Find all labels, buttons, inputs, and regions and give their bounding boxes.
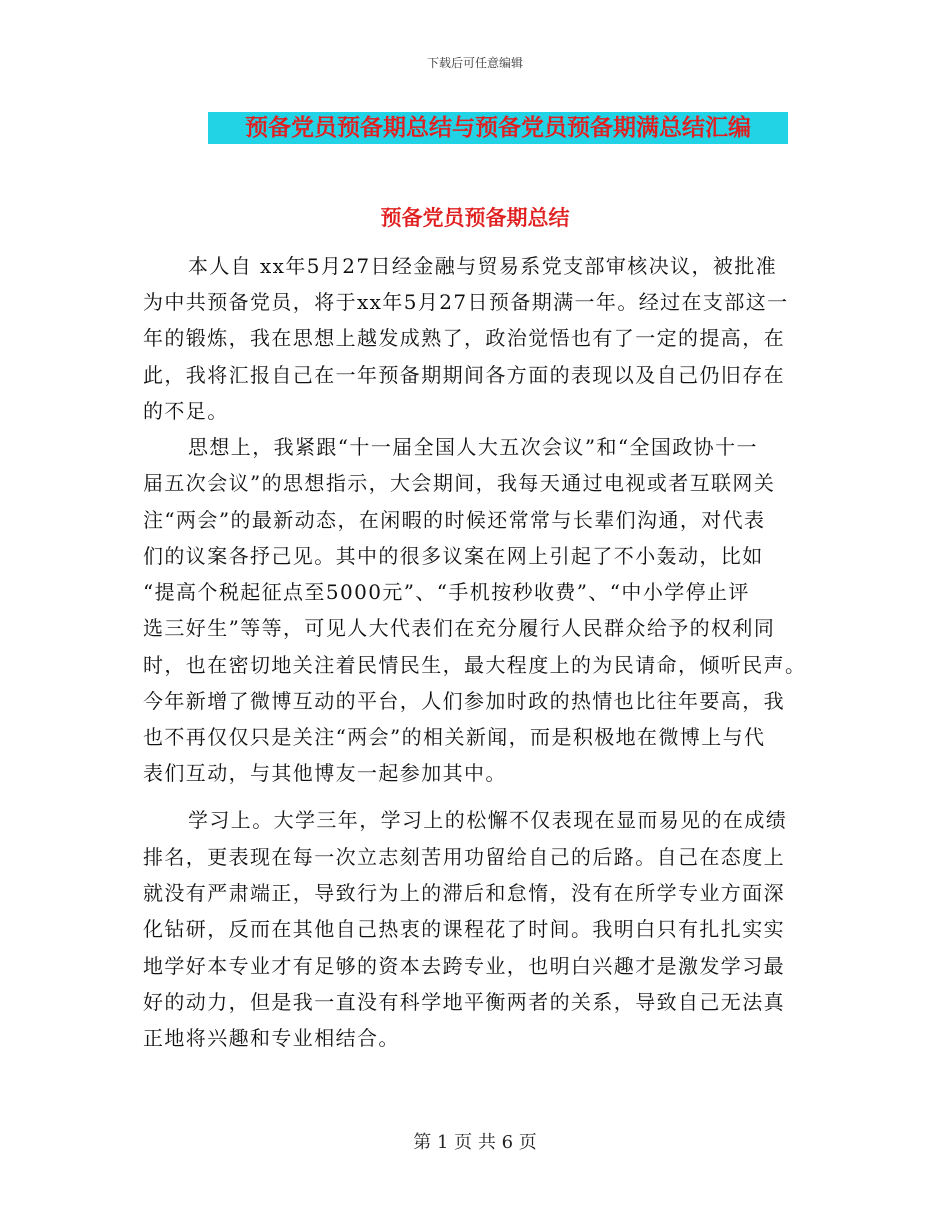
paragraph-line: 为中共预备党员，将于xx年5月27日预备期满一年。经过在支部这一 [143,290,789,314]
paragraph-line: 思想上，我紧跟“十一届全国人大五次会议”和“全国政协十一 [188,435,758,459]
paragraph-line: 表们互动，与其他博友一起参加其中。 [143,761,507,785]
paragraph-line: 好的动力，但是我一直没有科学地平衡两者的关系，导致自己无法真 [143,990,785,1014]
paragraph-line: 本人自 xx年5月27日经金融与贸易系党支部审核决议，被批准 [188,254,778,278]
paragraph-line: 的不足。 [143,399,229,423]
paragraph-line: 正地将兴趣和专业相结合。 [143,1026,400,1050]
header-note: 下载后可任意编辑 [426,56,523,70]
page-footer: 第 1 页 共 6 页 [413,1132,537,1153]
paragraph-line: “提高个税起征点至5000元”、“手机按秒收费”、“中小学停止评 [143,580,750,604]
paragraph-line: 学习上。大学三年，学习上的松懈不仅表现在显而易见的在成绩 [188,808,788,832]
paragraph-line: 此，我将汇报自己在一年预备期期间各方面的表现以及自己仍旧存在 [143,363,785,387]
paragraph-line: 年的锻炼，我在思想上越发成熟了，政治觉悟也有了一定的提高，在 [143,326,785,350]
document-title: 预备党员预备期总结与预备党员预备期满总结汇编 [245,115,751,141]
paragraph-line: 注“两会”的最新动态，在闲暇的时候还常常与长辈们沟通，对代表 [143,508,766,532]
paragraph-line: 时，也在密切地关注着民情民生，最大程度上的为民请命，倾听民声。 [143,653,807,677]
paragraph-line: 也不再仅仅只是关注“两会”的相关新闻，而是积极地在微博上与代 [143,725,766,749]
paragraph-line: 地学好本专业才有足够的资本去跨专业，也明白兴趣才是激发学习最 [143,954,785,978]
paragraph-line: 今年新增了微博互动的平台，人们参加时政的热情也比往年要高，我 [143,689,785,713]
paragraph-line: 化钻研，反而在其他自己热衷的课程花了时间。我明白只有扎扎实实 [143,917,785,941]
paragraph-line: 届五次会议”的思想指示，大会期间，我每天通过电视或者互联网关 [143,471,776,495]
title-highlight [208,112,788,144]
paragraph-line: 就没有严肃端正，导致行为上的滞后和怠惰，没有在所学专业方面深 [143,881,785,905]
paragraph-line: 们的议案各抒己见。其中的很多议案在网上引起了不小轰动，比如 [143,544,764,568]
paragraph-line: 选三好生”等等，可见人大代表们在充分履行人民群众给予的权利同 [143,616,776,640]
paragraph-line: 排名，更表现在每一次立志刻苦用功留给自己的后路。自己在态度上 [143,845,785,869]
section-title: 预备党员预备期总结 [380,206,570,230]
